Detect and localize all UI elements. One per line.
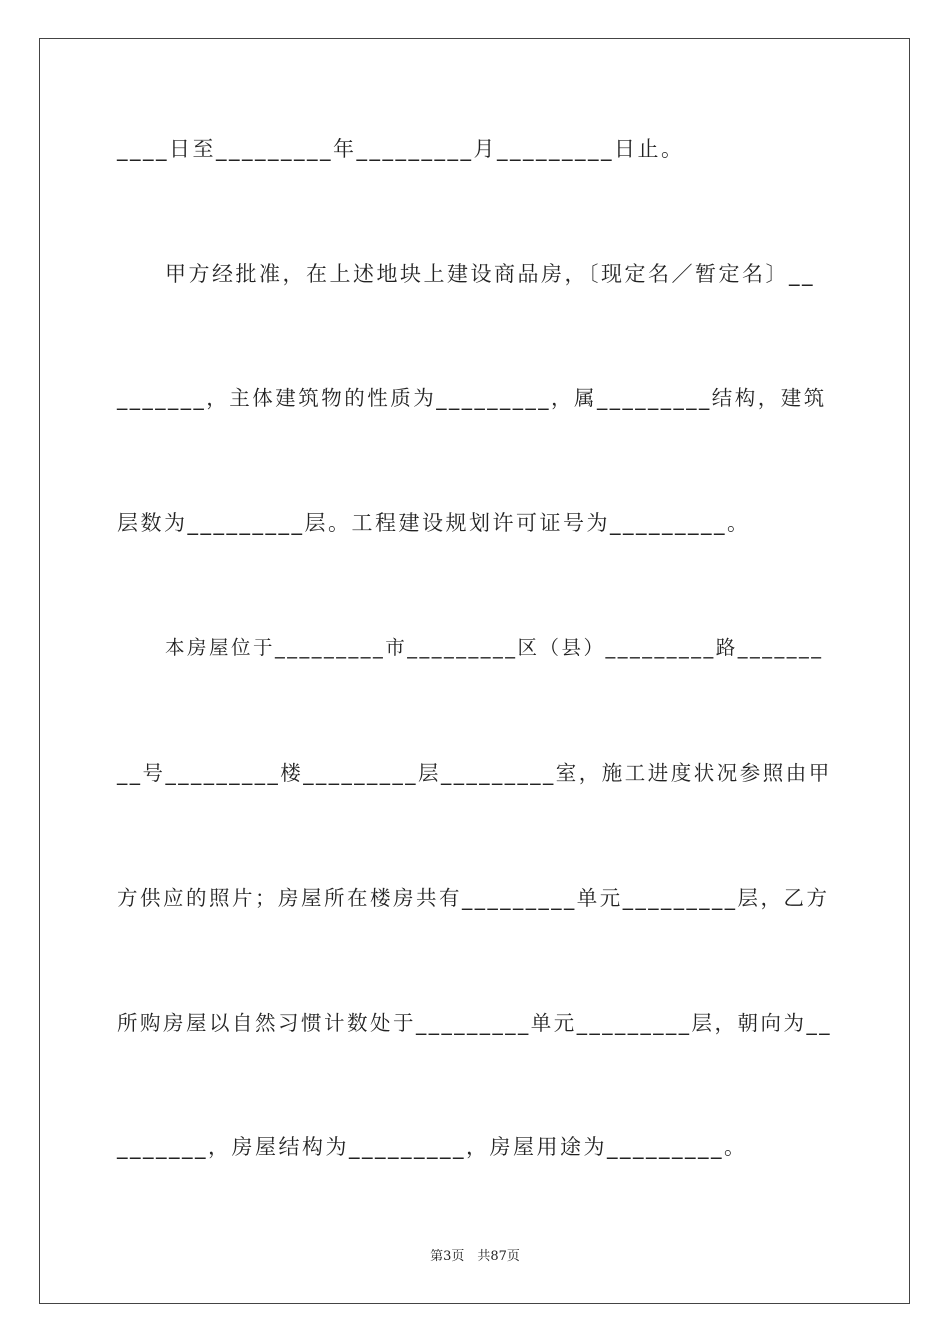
text-line-3: _______，主体建筑物的性质为_________，属_________结构，建筑	[117, 386, 827, 410]
text-line-9: _______，房屋结构为_________，房屋用途为_________。	[117, 1135, 748, 1159]
page-border	[39, 38, 910, 1304]
text-line-4: 层数为_________层。工程建设规划许可证号为_________。	[117, 511, 751, 535]
text-line-1: ____日至_________年_________月_________日止。	[117, 137, 685, 161]
text-line-5: 本房屋位于_________市_________区（县）_________路_______	[165, 636, 824, 659]
text-line-2: 甲方经批准，在上述地块上建设商品房，〔现定名／暂定名〕__	[165, 262, 815, 286]
text-line-6: __号_________楼_________层_________室，施工进度状况参照由甲	[117, 761, 832, 785]
text-line-7: 方供应的照片；房屋所在楼房共有_________单元_________层，乙方	[117, 886, 830, 910]
page-number-footer: 第3页 共87页	[430, 1249, 520, 1264]
text-line-8: 所购房屋以自然习惯计数处于_________单元_________层，朝向为__	[117, 1011, 832, 1035]
